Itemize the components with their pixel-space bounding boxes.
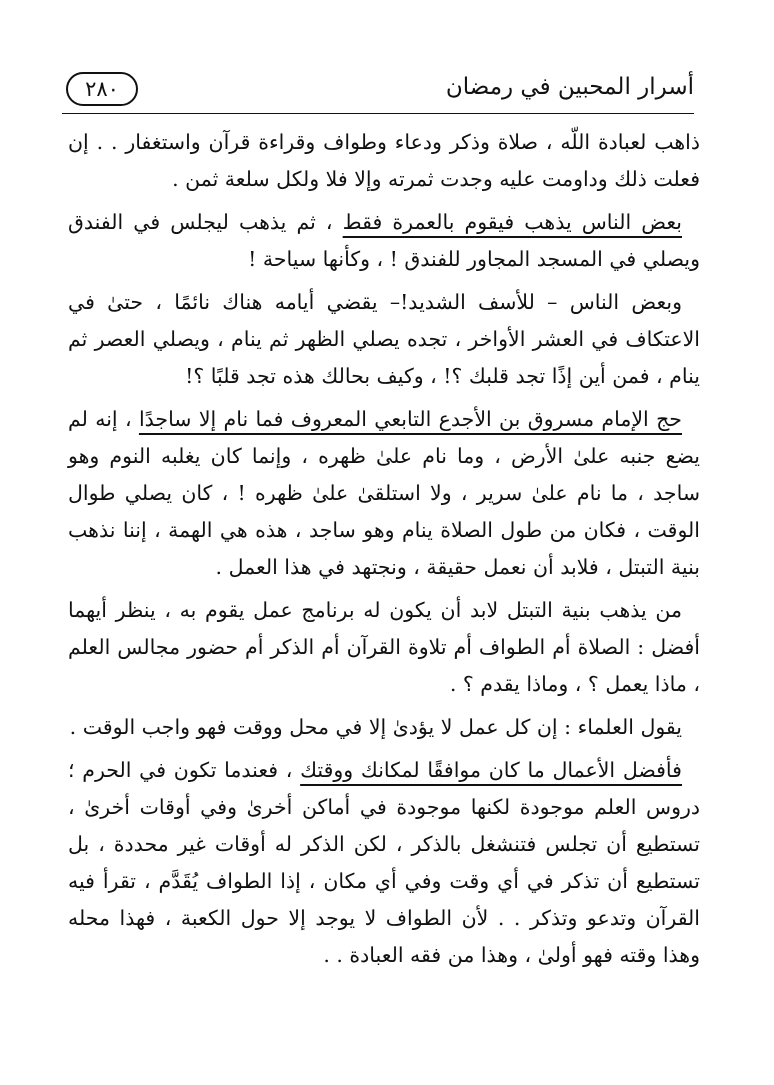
paragraph-lead: بعض الناس يذهب فيقوم بالعمرة فقط (342, 210, 682, 234)
paragraph (68, 709, 700, 746)
paragraph (68, 752, 700, 974)
paragraph-lead: حج الإمام مسروق بن الأجدع التابعي المعروف فما نام إلا ساجدًا (138, 407, 682, 431)
paragraph-text: ، فعندما تكون في الحرم ؛ دروس العلم موجودة لكنها موجودة في أماكن أخرىٰ وفي أوقات أخرىٰ ، تستطيع أن تجلس فتنشغل بالذكر ، لكن الذكر له أوقات غير محددة ، بل تستطيع أن تذكر في أي وقت وفي أي مكان ، إذا الطواف يُقَدَّم ، تقرأ فيه القرآن وتدعو وتذكر . . لأن الطواف لا يوجد إلا حول الكعبة ، فهذا محله وهذا وقته فهو أولىٰ ، وهذا من فقه العبادة . . (68, 758, 700, 967)
paragraph-lead: فأفضل الأعمال ما كان موافقًا لمكانك ووقتك (300, 758, 682, 782)
paragraph (68, 592, 700, 703)
paragraph-text: وبعض الناس – للأسف الشديد!– يقضي أيامه هناك نائمًا ، حتىٰ في الاعتكاف في العشر الأواخر ، تجده يصلي الظهر ثم ينام ، ويصلي العصر ثم ينام ، فمن أين إذًا تجد قلبك ؟! ، وكيف بحالك هذه تجد قلبًا ؟! (68, 290, 700, 388)
paragraph (68, 204, 700, 278)
page-body (68, 124, 700, 980)
paragraph-text: يقول العلماء : إن كل عمل لا يؤدىٰ إلا في محل ووقت فهو واجب الوقت . (69, 715, 682, 739)
paragraph (68, 284, 700, 395)
paragraph-text: ذاهب لعبادة اللّه ، صلاة وذكر ودعاء وطواف وقراءة قرآن واستغفار . . إن فعلت ذلك وداومت عليه وجدت ثمرته وإلا فلا ولكل سلعة ثمن . (68, 130, 700, 191)
running-title: أسرار المحبين في رمضان (445, 74, 694, 100)
paragraph-text: ، ثم يذهب ليجلس في الفندق ويصلي في المسجد المجاور للفندق ! ، وكأنها سياحة ! (68, 210, 700, 271)
header-rule (62, 113, 694, 114)
paragraph-text: ، إنه لم يضع جنبه علىٰ الأرض ، وما نام علىٰ ظهره ، وإنما كان يغلبه النوم وهو ساجد ، ما نام علىٰ سرير ، ولا استلقىٰ علىٰ ظهره ! ، كان يصلي طوال الوقت ، فكان من طول الصلاة ينام وهو ساجد ، هذه هي الهمة ، إننا نذهب بنية التبتل ، فلابد أن نعمل حقيقة ، ونجتهد في هذا العمل . (68, 407, 700, 579)
paragraph (68, 401, 700, 586)
page-header (62, 68, 694, 114)
paragraph (68, 124, 700, 198)
paragraph-text: من يذهب بنية التبتل لابد أن يكون له برنامج عمل يقوم به ، ينظر أيهما أفضل : الصلاة أم الطواف أم تلاوة القرآن أم الذكر أم حضور مجالس العلم ، ماذا يعمل ؟ ، وماذا يقدم ؟ . (68, 598, 700, 696)
page-number-badge: ٢٨٠ (66, 72, 138, 106)
